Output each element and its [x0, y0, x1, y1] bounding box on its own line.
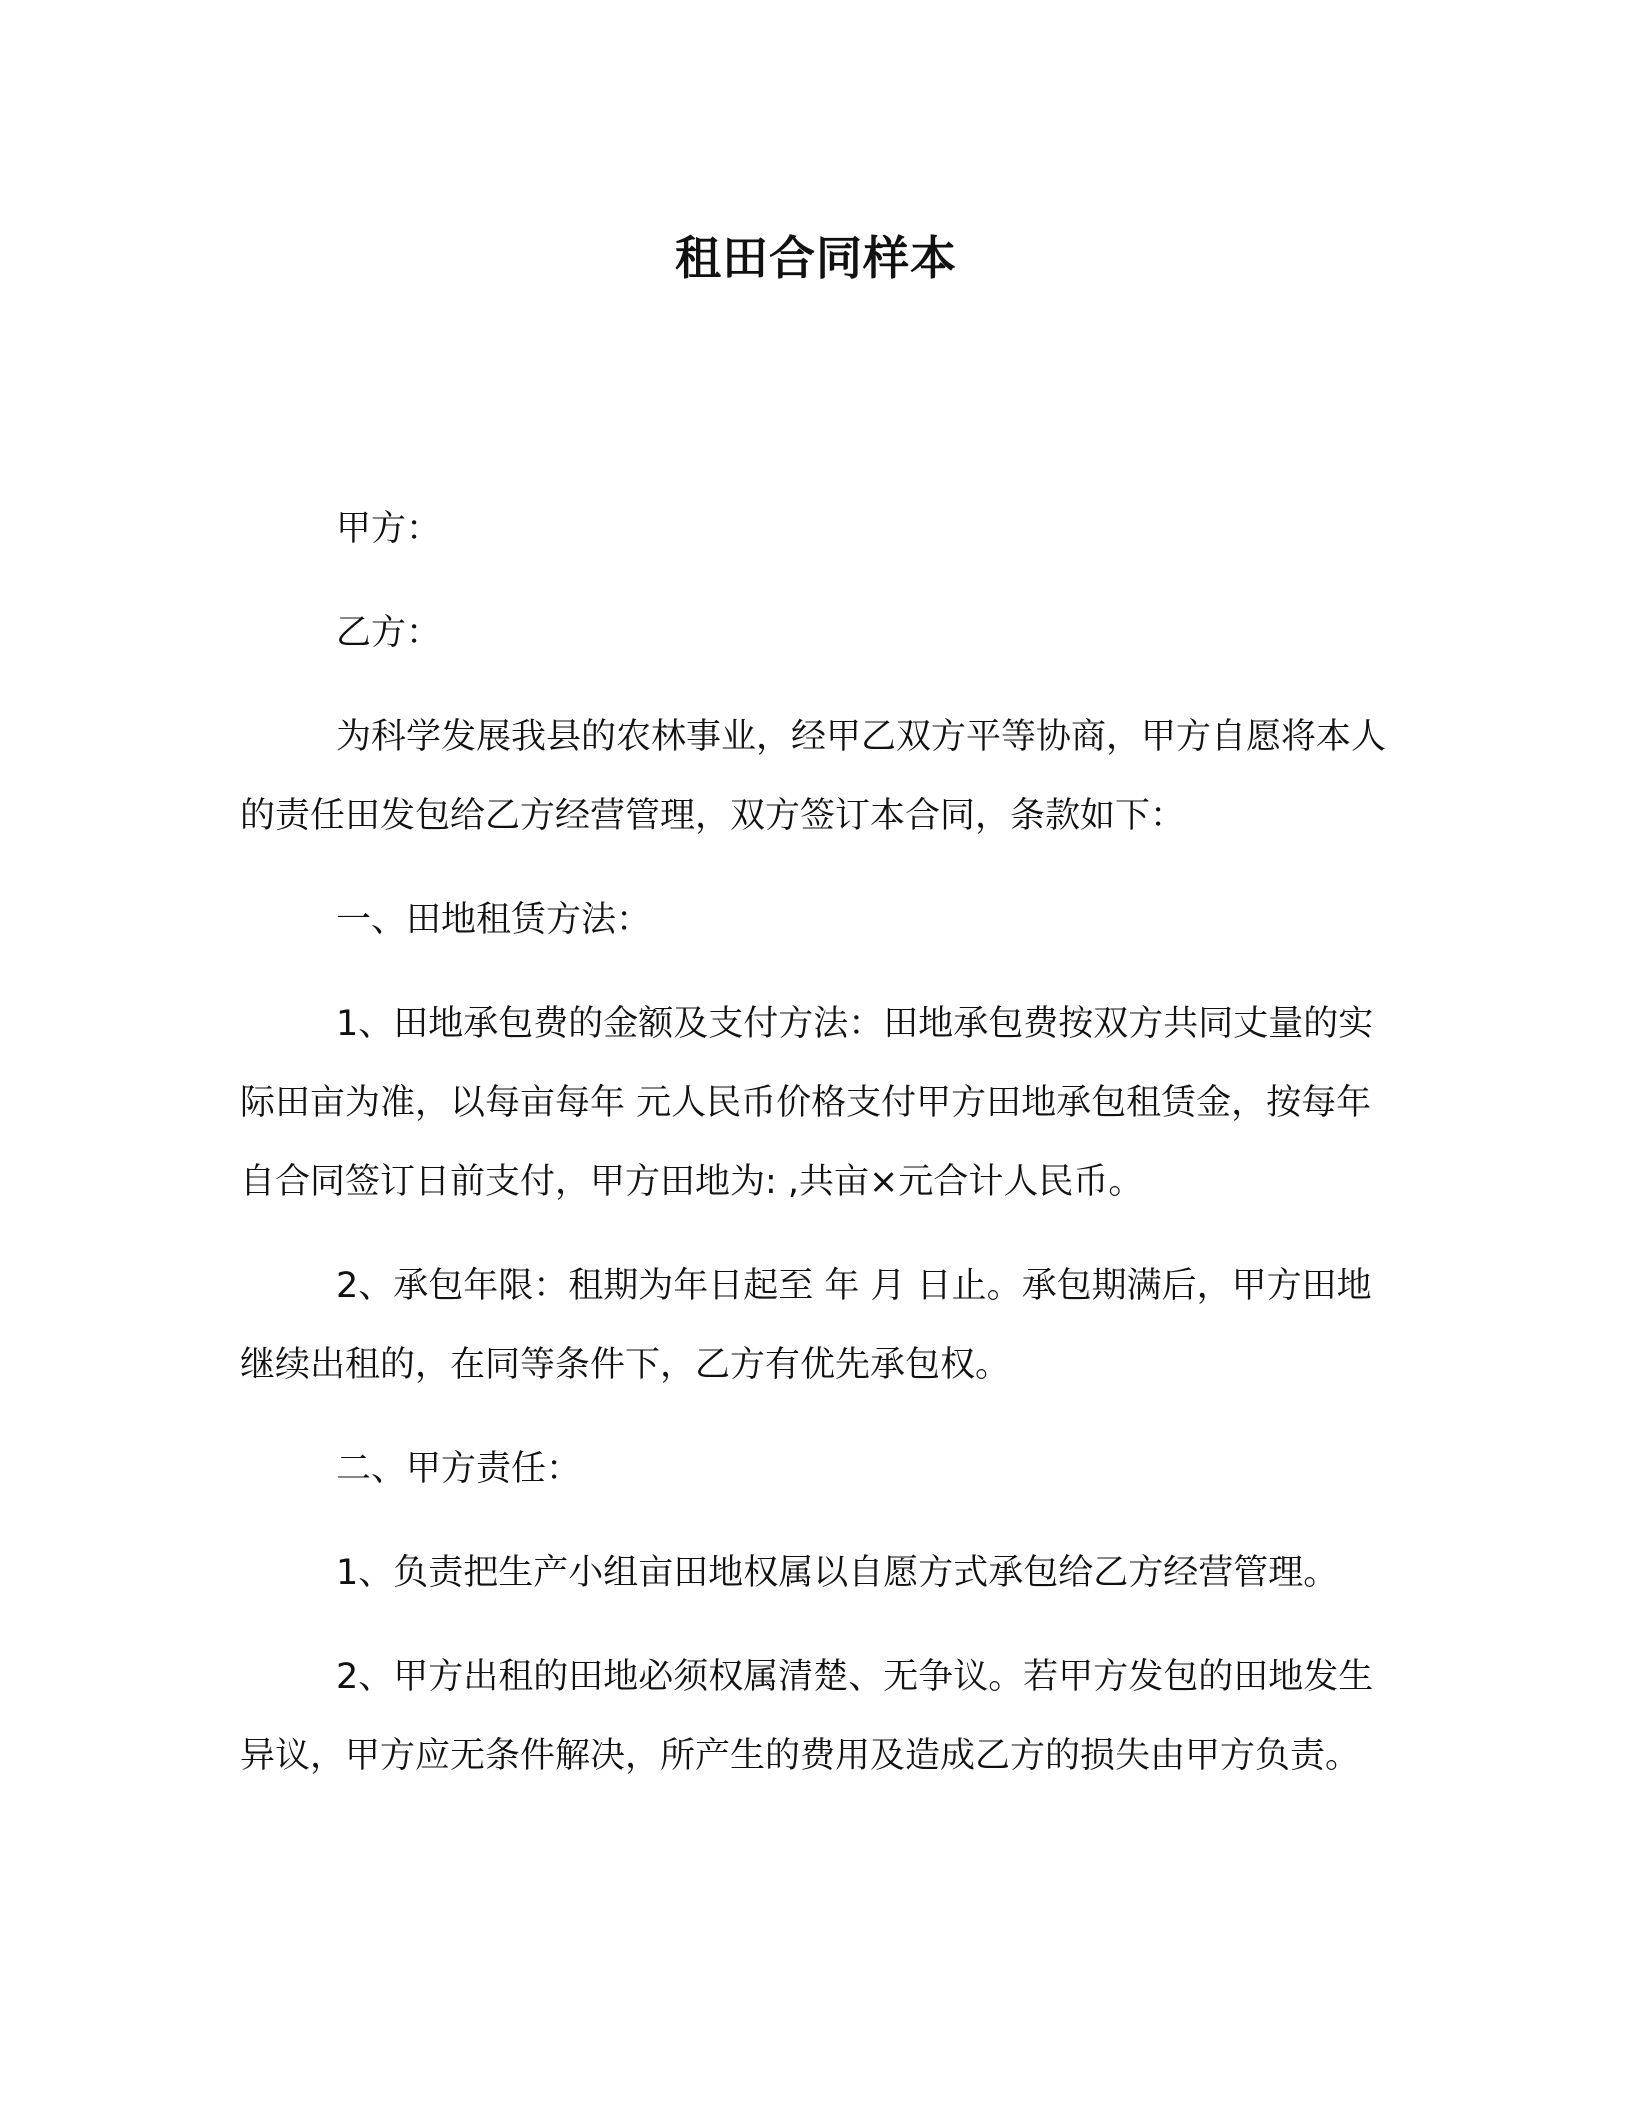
- party-a-line: 甲方：: [336, 509, 442, 549]
- clause-1-2-term: 2、承包年限：租期为年日起至 年 月 日止。承包期满后，甲方田地继续出租的，在同等条件下，乙方有优先承包权。: [240, 1266, 1372, 1385]
- clause-2-2: 2、甲方出租的田地必须权属清楚、无争议。若甲方发包的田地发生异议，甲方应无条件解决，所产生的费用及造成乙方的损失由甲方负责。: [240, 1657, 1374, 1776]
- party-b-line: 乙方：: [336, 613, 442, 653]
- clause-1-1-payment: 1、田地承包费的金额及支付方法：田地承包费按双方共同丈量的实际田亩为准，以每亩每年 元人民币价格支付甲方田地承包租赁金，按每年自合同签订日前支付，甲方田地为: ,共亩×元合计人民币。: [240, 1004, 1374, 1202]
- document-body: [240, 490, 1390, 1821]
- document-title: 租田合同样本: [675, 231, 957, 285]
- preamble-paragraph: 为科学发展我县的农林事业，经甲乙双方平等协商，甲方自愿将本人的责任田发包给乙方经营管理，双方签订本合同，条款如下：: [240, 717, 1387, 836]
- section-heading-party-a-duties: 二、甲方责任：: [336, 1449, 582, 1489]
- clause-2-1: 1、负责把生产小组亩田地权属以自愿方式承包给乙方经营管理。: [336, 1553, 1339, 1593]
- section-heading-lease-method: 一、田地租赁方法：: [336, 900, 652, 940]
